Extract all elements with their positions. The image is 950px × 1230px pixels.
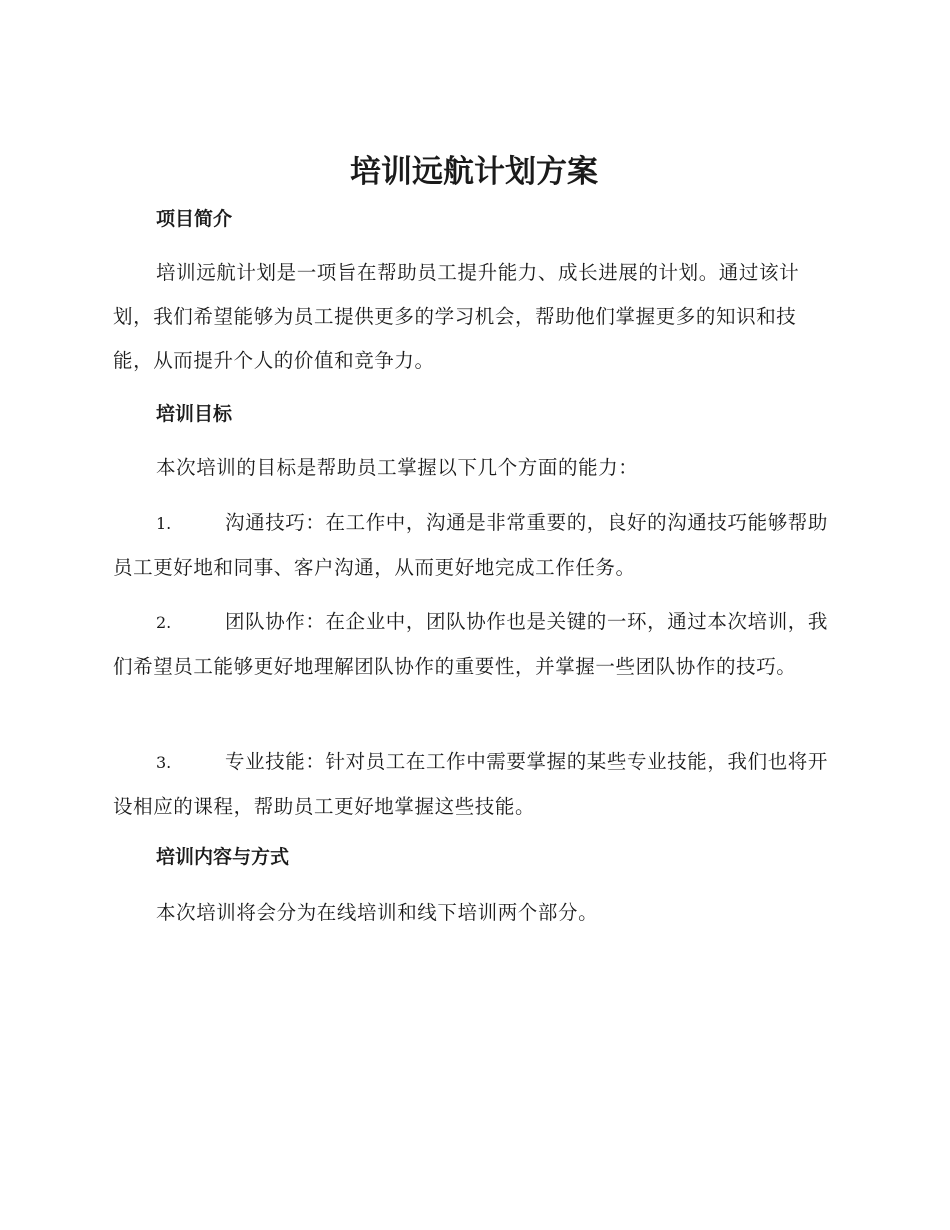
goal-text: 团队协作：在企业中，团队协作也是关键的一环，通过本次培训，我们希望员工能够更好地理解团队协作的重要性，并掌握一些团队协作的技巧。	[113, 610, 829, 678]
goal-item-skills	[113, 740, 835, 829]
goal-text: 沟通技巧：在工作中，沟通是非常重要的，良好的沟通技巧能够帮助员工更好地和同事、客户沟通，从而更好地完成工作任务。	[113, 511, 829, 579]
section-heading-content: 培训内容与方式	[156, 846, 290, 868]
document-title: 培训远航计划方案	[350, 154, 598, 190]
paragraph-content: 本次培训将会分为在线培训和线下培训两个部分。	[156, 901, 599, 924]
goal-number: 1.	[156, 514, 172, 533]
paragraph-overview: 培训远航计划是一项旨在帮助员工提升能力、成长进展的计划。通过该计划，我们希望能够为员工提供更多的学习机会，帮助他们掌握更多的知识和技能，从而提升个人的价值和竞争力。	[113, 261, 800, 372]
goal-text: 专业技能：针对员工在工作中需要掌握的某些专业技能，我们也将开设相应的课程，帮助员工更好地掌握这些技能。	[113, 750, 829, 818]
paragraph-goals-intro: 本次培训的目标是帮助员工掌握以下几个方面的能力：	[156, 456, 639, 479]
goal-number: 3.	[156, 753, 172, 772]
goal-number: 2.	[156, 613, 172, 632]
section-heading-overview: 项目简介	[156, 208, 233, 230]
goal-item-teamwork	[113, 600, 835, 689]
goal-item-communication	[113, 501, 835, 590]
section-heading-goals: 培训目标	[156, 403, 233, 425]
